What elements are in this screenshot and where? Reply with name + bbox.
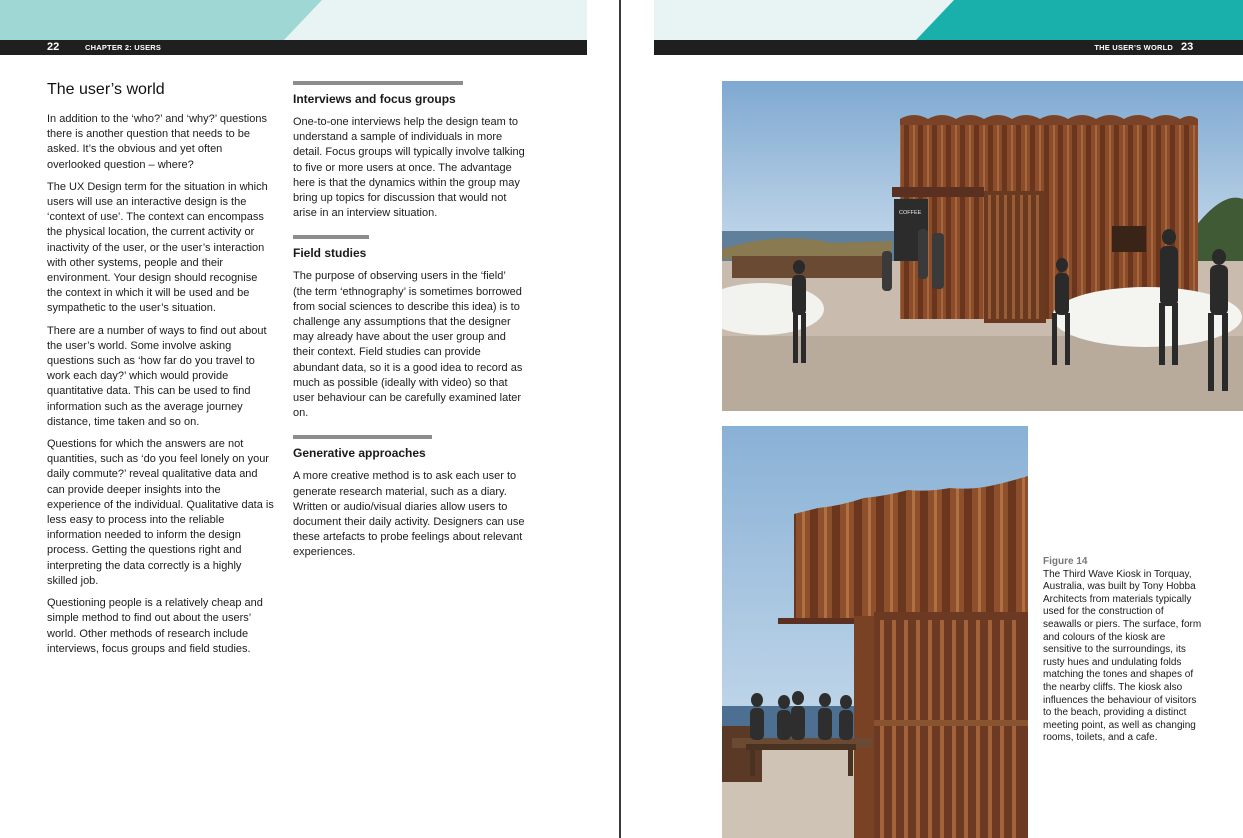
section-interviews	[293, 81, 525, 221]
section-field-studies	[293, 235, 525, 421]
kiosk-photo-wide	[722, 81, 1243, 411]
page-number: 23	[1181, 41, 1194, 53]
figure-label: Figure 14	[1043, 556, 1088, 567]
header-band	[0, 0, 587, 40]
paragraph: Questions for which the answers are not quantities, such as ‘do you feel lonely on your daily commute?’ reveal qualitative data and can provide deeper insights into the experience of the individual. Qualitative data is less easy to process into the reliable information needed to inform the design process. Getting the questions right and interpreting the data correctly is a highly skilled job.	[47, 438, 274, 587]
paragraph: There are a number of ways to find out about the user’s world. Some involve asking questions such as ‘how far do you travel to work each day?’ which would provide quantitative data. This can be used to find information such as the average journey distance, time taken and so on.	[47, 324, 267, 428]
section-rule	[293, 435, 432, 439]
main-column	[47, 80, 275, 664]
running-head: THE USER’S WORLD	[1094, 43, 1173, 52]
section-rule	[293, 235, 369, 239]
header-bar	[654, 40, 1243, 55]
section-heading: Generative approaches	[293, 446, 426, 461]
section-generative	[293, 435, 525, 560]
photo-illustration	[722, 426, 1028, 838]
paragraph: The UX Design term for the situation in which users will use an interactive design is the ‘context of use’. The context can encompass the physical location, the current activity or inactivity of the user, or the user’s interaction with other systems, people and their environment. Your design should recognise the context in which it will be used and be sympathetic to the user’s situation.	[47, 180, 268, 315]
spine-line	[619, 0, 621, 838]
side-column	[293, 81, 525, 568]
page-number: 22	[47, 41, 60, 53]
section-heading: Field studies	[293, 246, 367, 261]
section-body: One-to-one interviews help the design team to understand a sample of individuals in more detail. Focus groups will typically involve talking to five or more users at once. The advantage here is that the dynamics within the group may bring up topics for discussion that would not arise in an interview situation.	[293, 116, 525, 220]
kiosk-sign: COFFEE	[899, 210, 922, 216]
section-body: The purpose of observing users in the ‘field’ (the term ‘ethnography’ is sometimes borrowed from social sciences to describe this idea) is to challenge any assumptions that the designer may already have about the user group and their context. Field studies can provide abundant data, so it is a good idea to record as much as possible (ideally with video) so that user behaviour can be carefully examined later on.	[293, 270, 523, 420]
left-page	[0, 0, 587, 838]
kiosk-photo-tall	[722, 426, 1028, 838]
figure-caption	[1043, 556, 1203, 745]
section-body: A more creative method is to ask each user to generate research material, such as a diary. Written or audio/visual diaries allow users to document their daily activity. Designers can use these artefacts to probe feelings about relevant experiences.	[293, 470, 525, 559]
header-band	[654, 0, 1243, 40]
photo-illustration	[722, 81, 1243, 411]
section-heading: Interviews and focus groups	[293, 92, 456, 106]
caption-text: The Third Wave Kiosk in Torquay, Australia, was built by Tony Hobba Architects from materials typically used for the construction of seawalls or piers. The surface, form and colours of the kiosk are sensitive to the surroundings, its rusty hues and undulating folds matching the tones and shapes of the nearby cliffs. The kiosk also influences the behaviour of visitors to the beach, providing a distinct meeting point, as well as changing rooms, toilets, and a cafe.	[1043, 568, 1202, 744]
page-title: The user’s world	[47, 81, 165, 98]
header-bar	[0, 40, 587, 55]
paragraph: Questioning people is a relatively cheap and simple method to find out about the users’ world. Other methods of research include interviews, focus groups and field studies.	[47, 597, 263, 655]
running-head: CHAPTER 2: USERS	[85, 43, 162, 52]
paragraph: In addition to the ‘who?’ and ‘why?’ questions there is another question that needs to be asked. It’s the obvious and yet often overlooked question – where?	[47, 113, 267, 171]
section-rule	[293, 81, 463, 85]
right-page	[654, 0, 1243, 838]
